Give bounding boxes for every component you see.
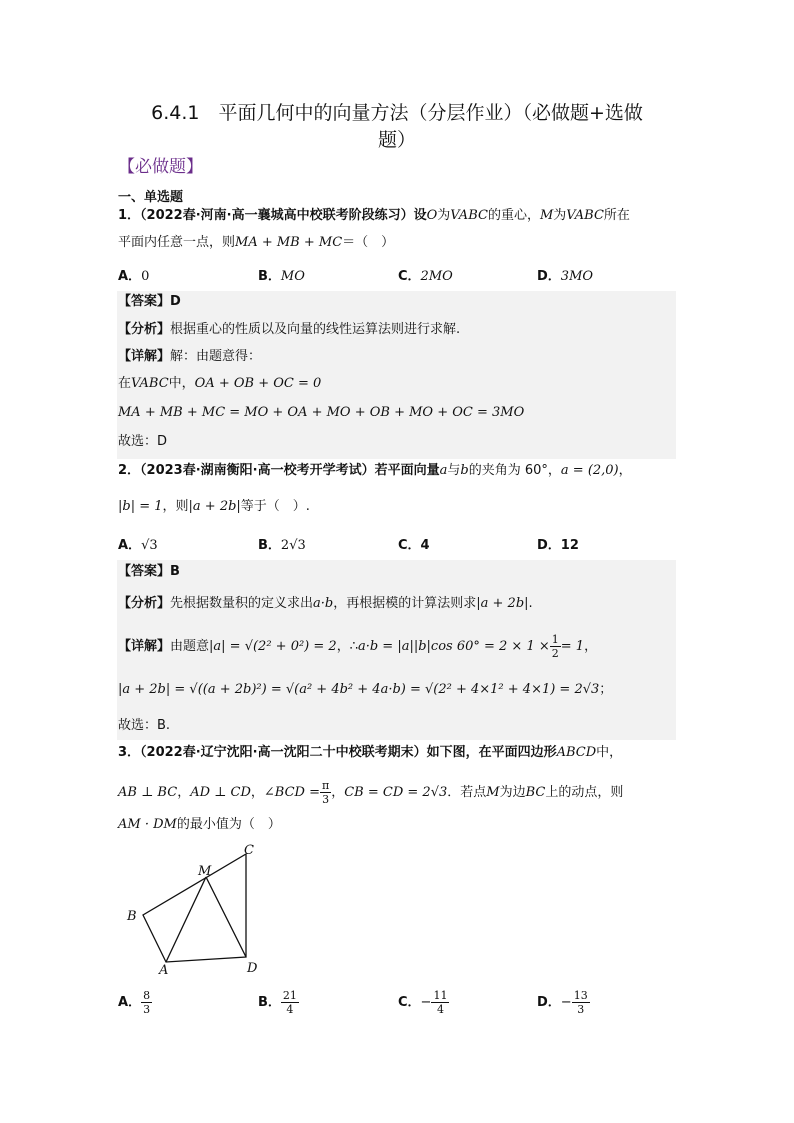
q2-vector-a-value: a = (2,0) [560, 463, 619, 478]
label-a: A [159, 963, 169, 978]
q1-step-1: 在VABC中，OA + OB + OC = 0 [118, 376, 322, 391]
q2-option-a[interactable]: A．√3 [118, 538, 158, 553]
q1-point-m: M [539, 208, 554, 223]
q1-triangle: VABC [566, 208, 604, 223]
q1-text: 平面内任意一点，则 [118, 235, 236, 250]
q2-vector-a: a [439, 463, 448, 478]
q3-stem-line2: AB ⊥ BC，AD ⊥ CD，∠BCD = $\frac{\pi}{3}$ ，CB = CD = 2√3．若点M为边BC上的动点，则 [118, 779, 624, 806]
label-m: M [198, 864, 212, 879]
q1-answer: 【答案】D [118, 294, 181, 309]
q2-vector-b: b [460, 463, 469, 478]
q2-analysis: 【分析】先根据数量积的定义求出a·b，再根据模的计算法则求|a + 2b|. [118, 596, 533, 611]
page-title [0, 100, 794, 154]
q3-stem-line3: AM · DM的最小值为（ ） [118, 817, 281, 832]
q3-option-a[interactable]: A． $\frac{8}{3}$ [118, 989, 151, 1016]
q2-stem: 2．（2023春·湖南衡阳·高一校考开学考试）若平面向量a与b的夹角为 60°，a = (2,0)， [118, 463, 632, 478]
q2-stem-line2: |b| = 1，则|a + 2b|等于（ ）. [118, 499, 310, 514]
quad-abcd-outline [143, 854, 246, 962]
q1-option-c[interactable]: C．2MO [398, 269, 453, 284]
q2-text: 与 [447, 463, 461, 478]
q1-text: 所在 [603, 208, 630, 223]
q2-answer: 【答案】B [118, 564, 180, 579]
q3-quad: ABCD [556, 745, 597, 760]
section-heading: 【必做题】 [118, 157, 203, 177]
q1-text: 为 [437, 208, 451, 223]
q3-text: 中， [596, 745, 623, 760]
q3-option-d[interactable]: D．− $\frac{13}{3}$ [537, 989, 588, 1016]
q1-stem-line2 [118, 234, 394, 252]
q1-option-d[interactable]: D．3MO [537, 269, 594, 284]
q1-triangle: VABC [450, 208, 488, 223]
q2-option-c[interactable]: C．4 [398, 538, 430, 553]
fraction-half: $\frac{1}{2}$ [551, 633, 559, 660]
q3-option-c[interactable]: C．− $\frac{11}{4}$ [398, 989, 448, 1016]
q3-option-b[interactable]: B． $\frac{21}{4}$ [258, 989, 297, 1016]
q2-text: 的夹角为 60°， [468, 463, 561, 478]
q1-choose: 故选：D [118, 434, 168, 449]
label-d: D [247, 961, 258, 976]
q1-point-o: O [426, 208, 438, 223]
q1-source: 1．（2022春·河南·高一襄城高中校联考阶段练习）设 [118, 208, 427, 223]
q1-option-a[interactable]: A．0 [118, 269, 150, 284]
q1-text: ＝（ ） [342, 235, 395, 250]
q2-option-b[interactable]: B．2√3 [258, 538, 306, 553]
q2-option-d[interactable]: D．12 [537, 538, 579, 553]
q2-calc-line: |a + 2b| = √((a + 2b)²) = √(a² + 4b² + 4a·b) = √(2² + 4×1² + 4×1) = 2√3； [118, 682, 613, 697]
q1-step-2: MA + MB + MC = MO + OA + MO + OB + MO + OC = 3MO [118, 405, 525, 420]
part-heading: 一、单选题 [118, 190, 184, 205]
q2-source: 2．（2023春·湖南衡阳·高一校考开学考试）若平面向量 [118, 463, 440, 478]
q1-analysis: 【分析】根据重心的性质以及向量的线性运算法则进行求解. [118, 322, 461, 337]
label-b: B [127, 909, 137, 924]
title-line-1: 6.4.1 平面几何中的向量方法（分层作业）（必做题+选做 [151, 102, 643, 124]
q1-option-b[interactable]: B．MO [258, 269, 305, 284]
q1-detail: 【详解】解：由题意得： [118, 349, 262, 364]
q1-text: 为 [553, 208, 567, 223]
segment-dm [206, 877, 246, 957]
q3-stem [118, 744, 622, 762]
q1-text: 的重心， [487, 208, 540, 223]
q3-source: 3．（2022春·辽宁沈阳·高一沈阳二十中校联考期末）如下图，在平面四边形 [118, 745, 557, 760]
q1-vector-sum: MA + MB + MC [235, 235, 343, 250]
q2-detail: 【详解】由题意|a| = √(2² + 0²) = 2，∴a·b = |a||b|cos 60° = 2 × 1 × $\frac{1}{2}$ = 1， [118, 633, 598, 660]
label-c: C [244, 843, 254, 858]
q3-figure [118, 840, 278, 980]
q2-choose: 故选：B. [118, 718, 171, 733]
fraction-pi-over-3: $\frac{\pi}{3}$ [321, 779, 330, 806]
q1-stem [118, 207, 630, 225]
title-line-2: 题） [377, 129, 416, 151]
